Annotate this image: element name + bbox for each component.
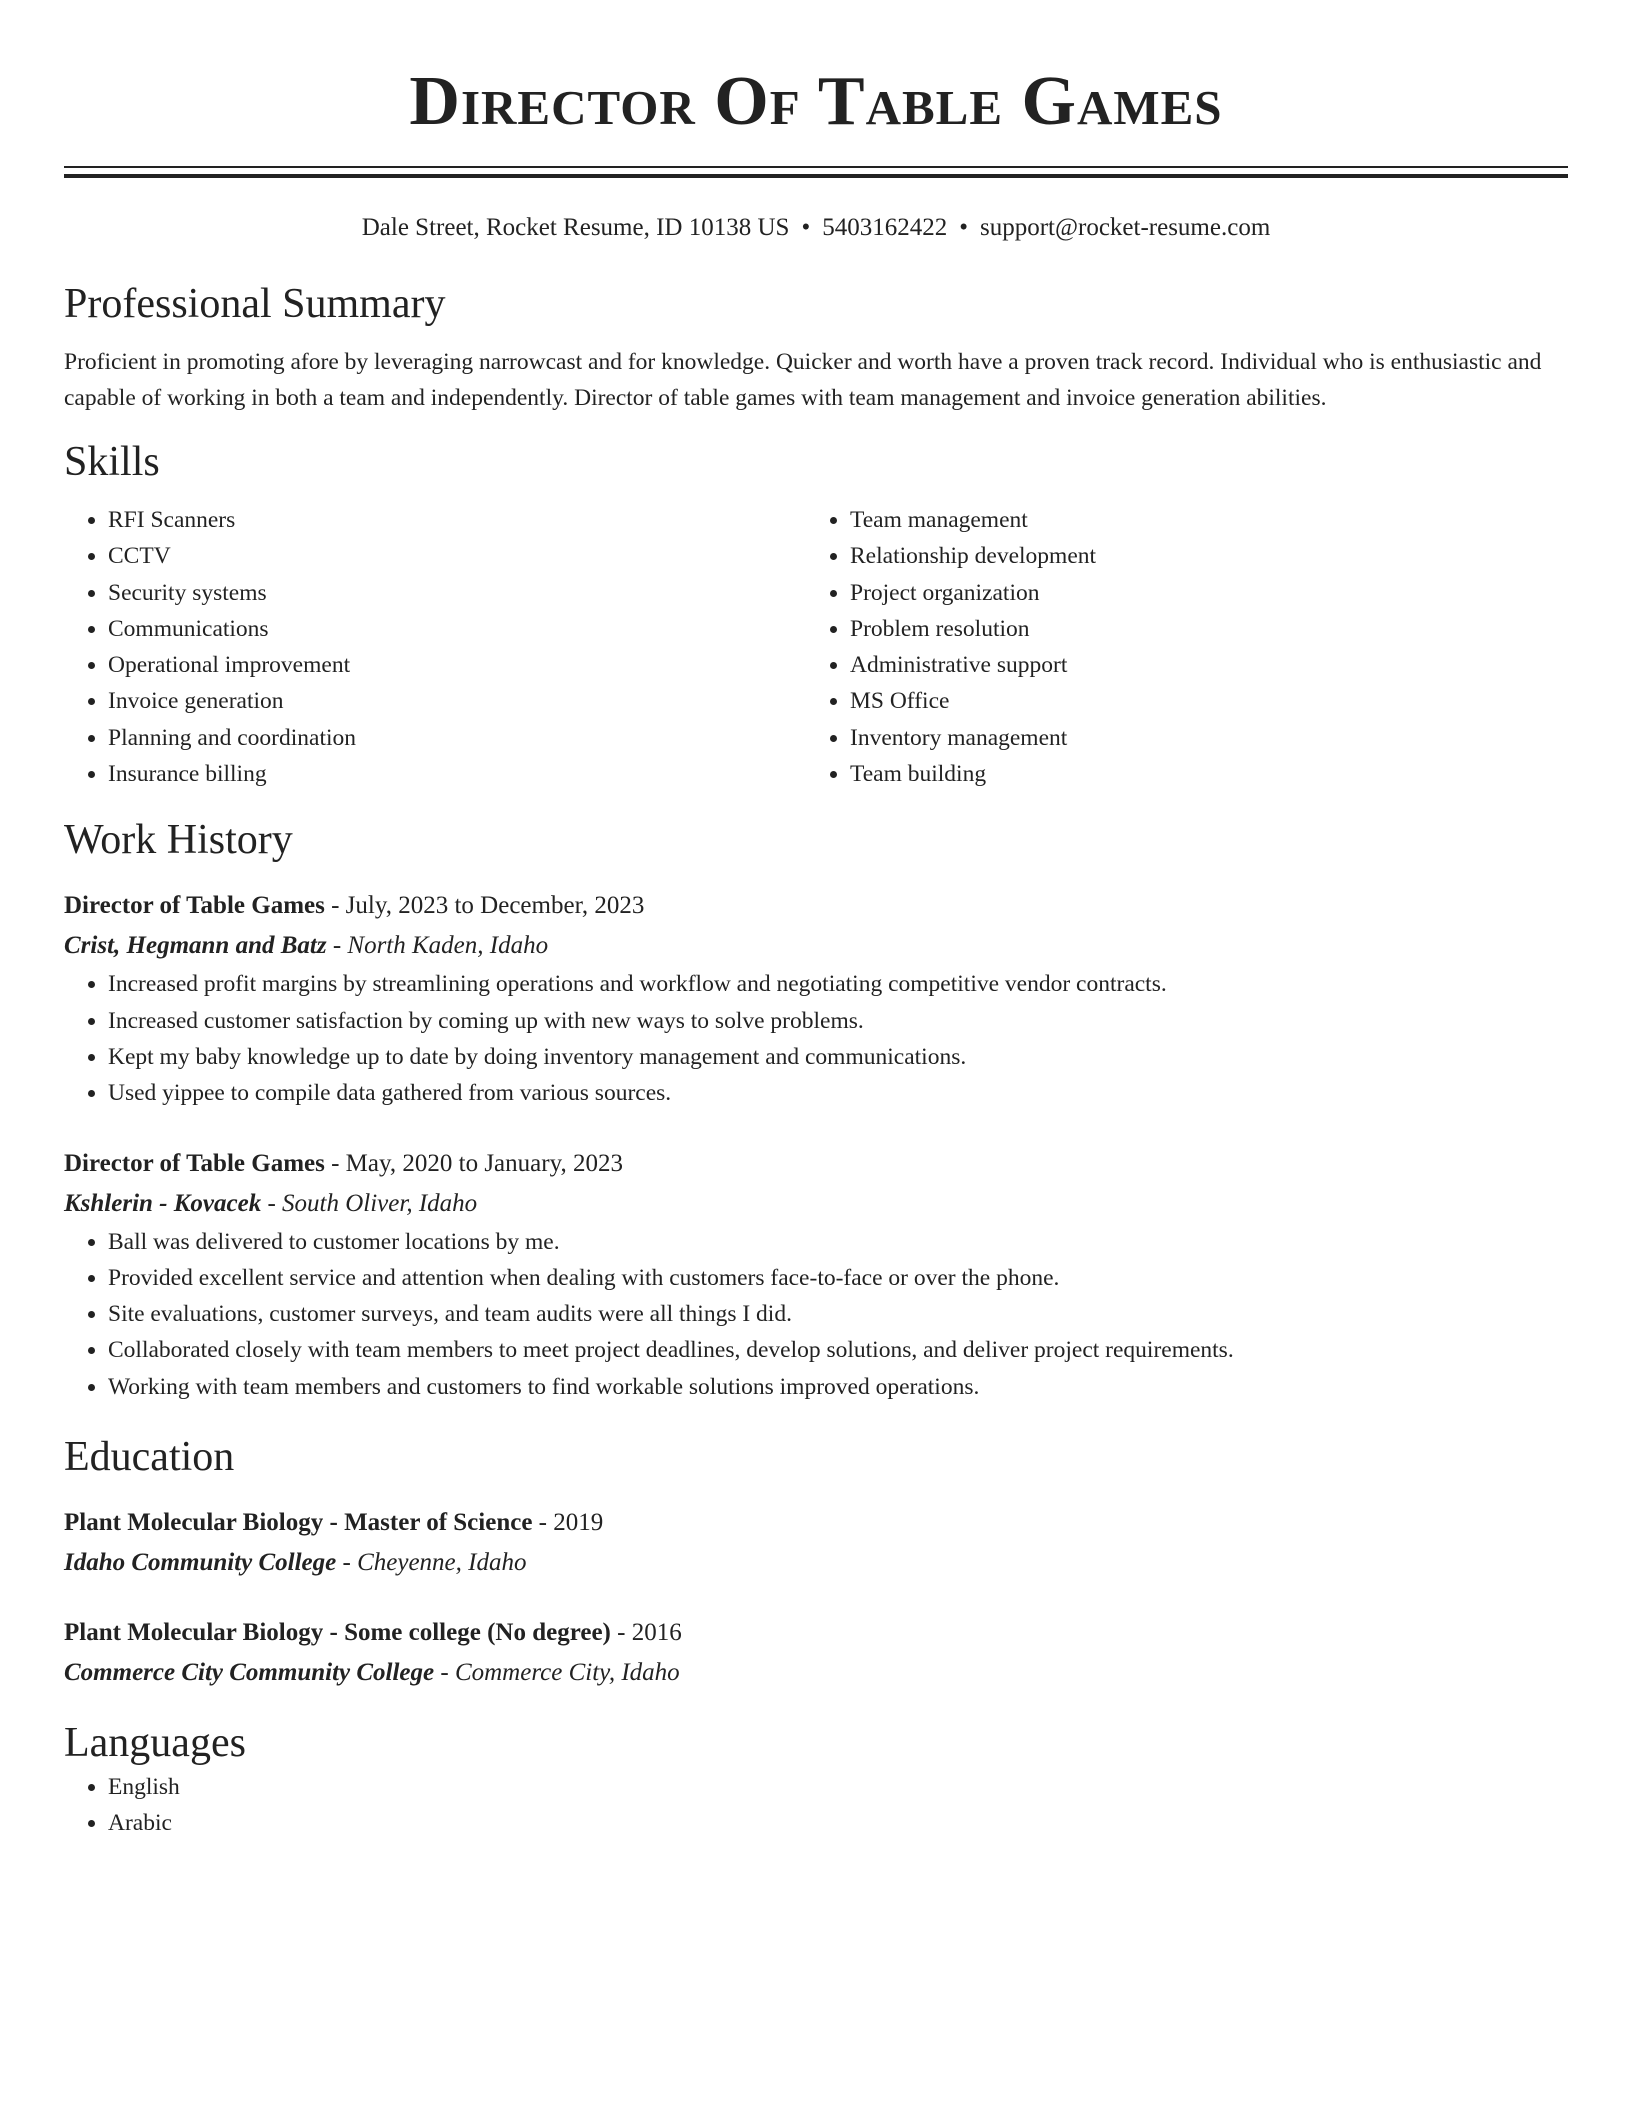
education-header — [64, 1503, 1568, 1543]
education-entry — [64, 1613, 1568, 1693]
contact-email: support@rocket-resume.com — [979, 214, 1271, 241]
skill-item: • Problem resolution — [850, 611, 1548, 647]
job-location: - South Oliver, Idaho — [261, 1189, 478, 1217]
job-company: Kshlerin - Kovacek — [64, 1189, 262, 1217]
education-degree: Plant Molecular Biology - Some college (No degree) — [64, 1619, 611, 1647]
contact-address: Dale Street, Rocket Resume, ID 10138 US — [361, 214, 790, 241]
language-item: • English — [108, 1769, 1568, 1805]
education-location: - Commerce City, Idaho — [434, 1659, 680, 1687]
education-year: - 2016 — [610, 1619, 682, 1647]
job-employer — [64, 1184, 1568, 1224]
resume-title: Director Of Table Games — [409, 63, 1223, 140]
job-role: Director of Table Games — [64, 892, 325, 920]
education-school: Idaho Community College — [64, 1549, 337, 1577]
contact-separator: • — [959, 214, 968, 241]
job-bullet-list — [64, 966, 1568, 1111]
education-location: - Cheyenne, Idaho — [336, 1549, 527, 1577]
contact-separator: • — [801, 214, 811, 241]
title-divider — [64, 166, 1568, 178]
job-dates: - May, 2020 to January, 2023 — [324, 1149, 623, 1177]
skill-item: • Communications — [108, 611, 806, 647]
job-bullet: • Used yippee to compile data gathered from various sources. — [108, 1075, 1568, 1111]
education-school-line — [64, 1543, 1568, 1583]
skill-item: • Security systems — [108, 575, 806, 611]
job-bullet: • Site evaluations, customer surveys, and team audits were all things I did. — [108, 1296, 1568, 1332]
job-bullet: • Working with team members and customers to find workable solutions improved operations. — [108, 1369, 1568, 1405]
job-bullet: • Increased profit margins by streamlining operations and workflow and negotiating competitive vendor contracts. — [108, 966, 1568, 1002]
skill-item: • CCTV — [108, 538, 806, 574]
languages-list — [64, 1769, 1568, 1842]
skill-item: • Relationship development — [850, 538, 1548, 574]
job-header — [64, 1144, 1568, 1184]
education-header — [64, 1613, 1568, 1653]
job-bullet: • Increased customer satisfaction by coming up with new ways to solve problems. — [108, 1003, 1568, 1039]
job-bullet: • Provided excellent service and attention when dealing with customers face-to-face or over the phone. — [108, 1260, 1568, 1296]
skills-grid — [64, 502, 1568, 792]
skill-item: • Administrative support — [850, 647, 1548, 683]
job-bullet: • Collaborated closely with team members to meet project deadlines, develop solutions, and deliver project requirements. — [108, 1332, 1568, 1368]
contact-line — [64, 212, 1568, 244]
skill-item: • Operational improvement — [108, 647, 806, 683]
summary-text: Proficient in promoting afore by leveraging narrowcast and for knowledge. Quicker and worth have a proven track record. Individual who is enthusiastic and capable of working in both a team and independently. Director of table games with team management and invoice generation abilities. — [64, 349, 1542, 411]
job-dates: - July, 2023 to December, 2023 — [324, 892, 645, 920]
job-employer — [64, 926, 1568, 966]
job-company: Crist, Hegmann and Batz — [64, 932, 327, 960]
education-entry — [64, 1503, 1568, 1583]
skill-item: • MS Office — [850, 683, 1548, 719]
job-header — [64, 886, 1568, 926]
job-bullet: • Kept my baby knowledge up to date by doing inventory management and communications. — [108, 1039, 1568, 1075]
skills-list-left — [64, 502, 806, 792]
job-bullet: • Ball was delivered to customer locations by me. — [108, 1224, 1568, 1260]
skill-item: • RFI Scanners — [108, 502, 806, 538]
education-year: - 2019 — [532, 1509, 604, 1537]
language-item: • Arabic — [108, 1805, 1568, 1841]
education-school: Commerce City Community College — [64, 1659, 435, 1687]
work-history-heading: Work History — [64, 817, 293, 864]
job-location: - North Kaden, Idaho — [326, 932, 549, 960]
skills-list-right — [806, 502, 1548, 792]
job-entry — [64, 886, 1568, 1111]
skill-item: • Insurance billing — [108, 756, 806, 792]
job-entry — [64, 1144, 1568, 1405]
contact-phone: 5403162422 — [822, 214, 948, 241]
job-role: Director of Table Games — [64, 1149, 325, 1177]
skill-item: • Project organization — [850, 575, 1548, 611]
skill-item: • Invoice generation — [108, 683, 806, 719]
education-degree: Plant Molecular Biology - Master of Science — [64, 1509, 533, 1537]
skills-heading: Skills — [64, 439, 160, 485]
education-school-line — [64, 1653, 1568, 1693]
skill-item: • Inventory management — [850, 720, 1548, 756]
skill-item: • Team building — [850, 756, 1548, 792]
skill-item: • Planning and coordination — [108, 720, 806, 756]
languages-heading: Languages — [64, 1720, 246, 1767]
job-bullet-list — [64, 1224, 1568, 1405]
summary-heading: Professional Summary — [64, 281, 446, 327]
skill-item: • Team management — [850, 502, 1548, 538]
education-heading: Education — [64, 1434, 235, 1481]
